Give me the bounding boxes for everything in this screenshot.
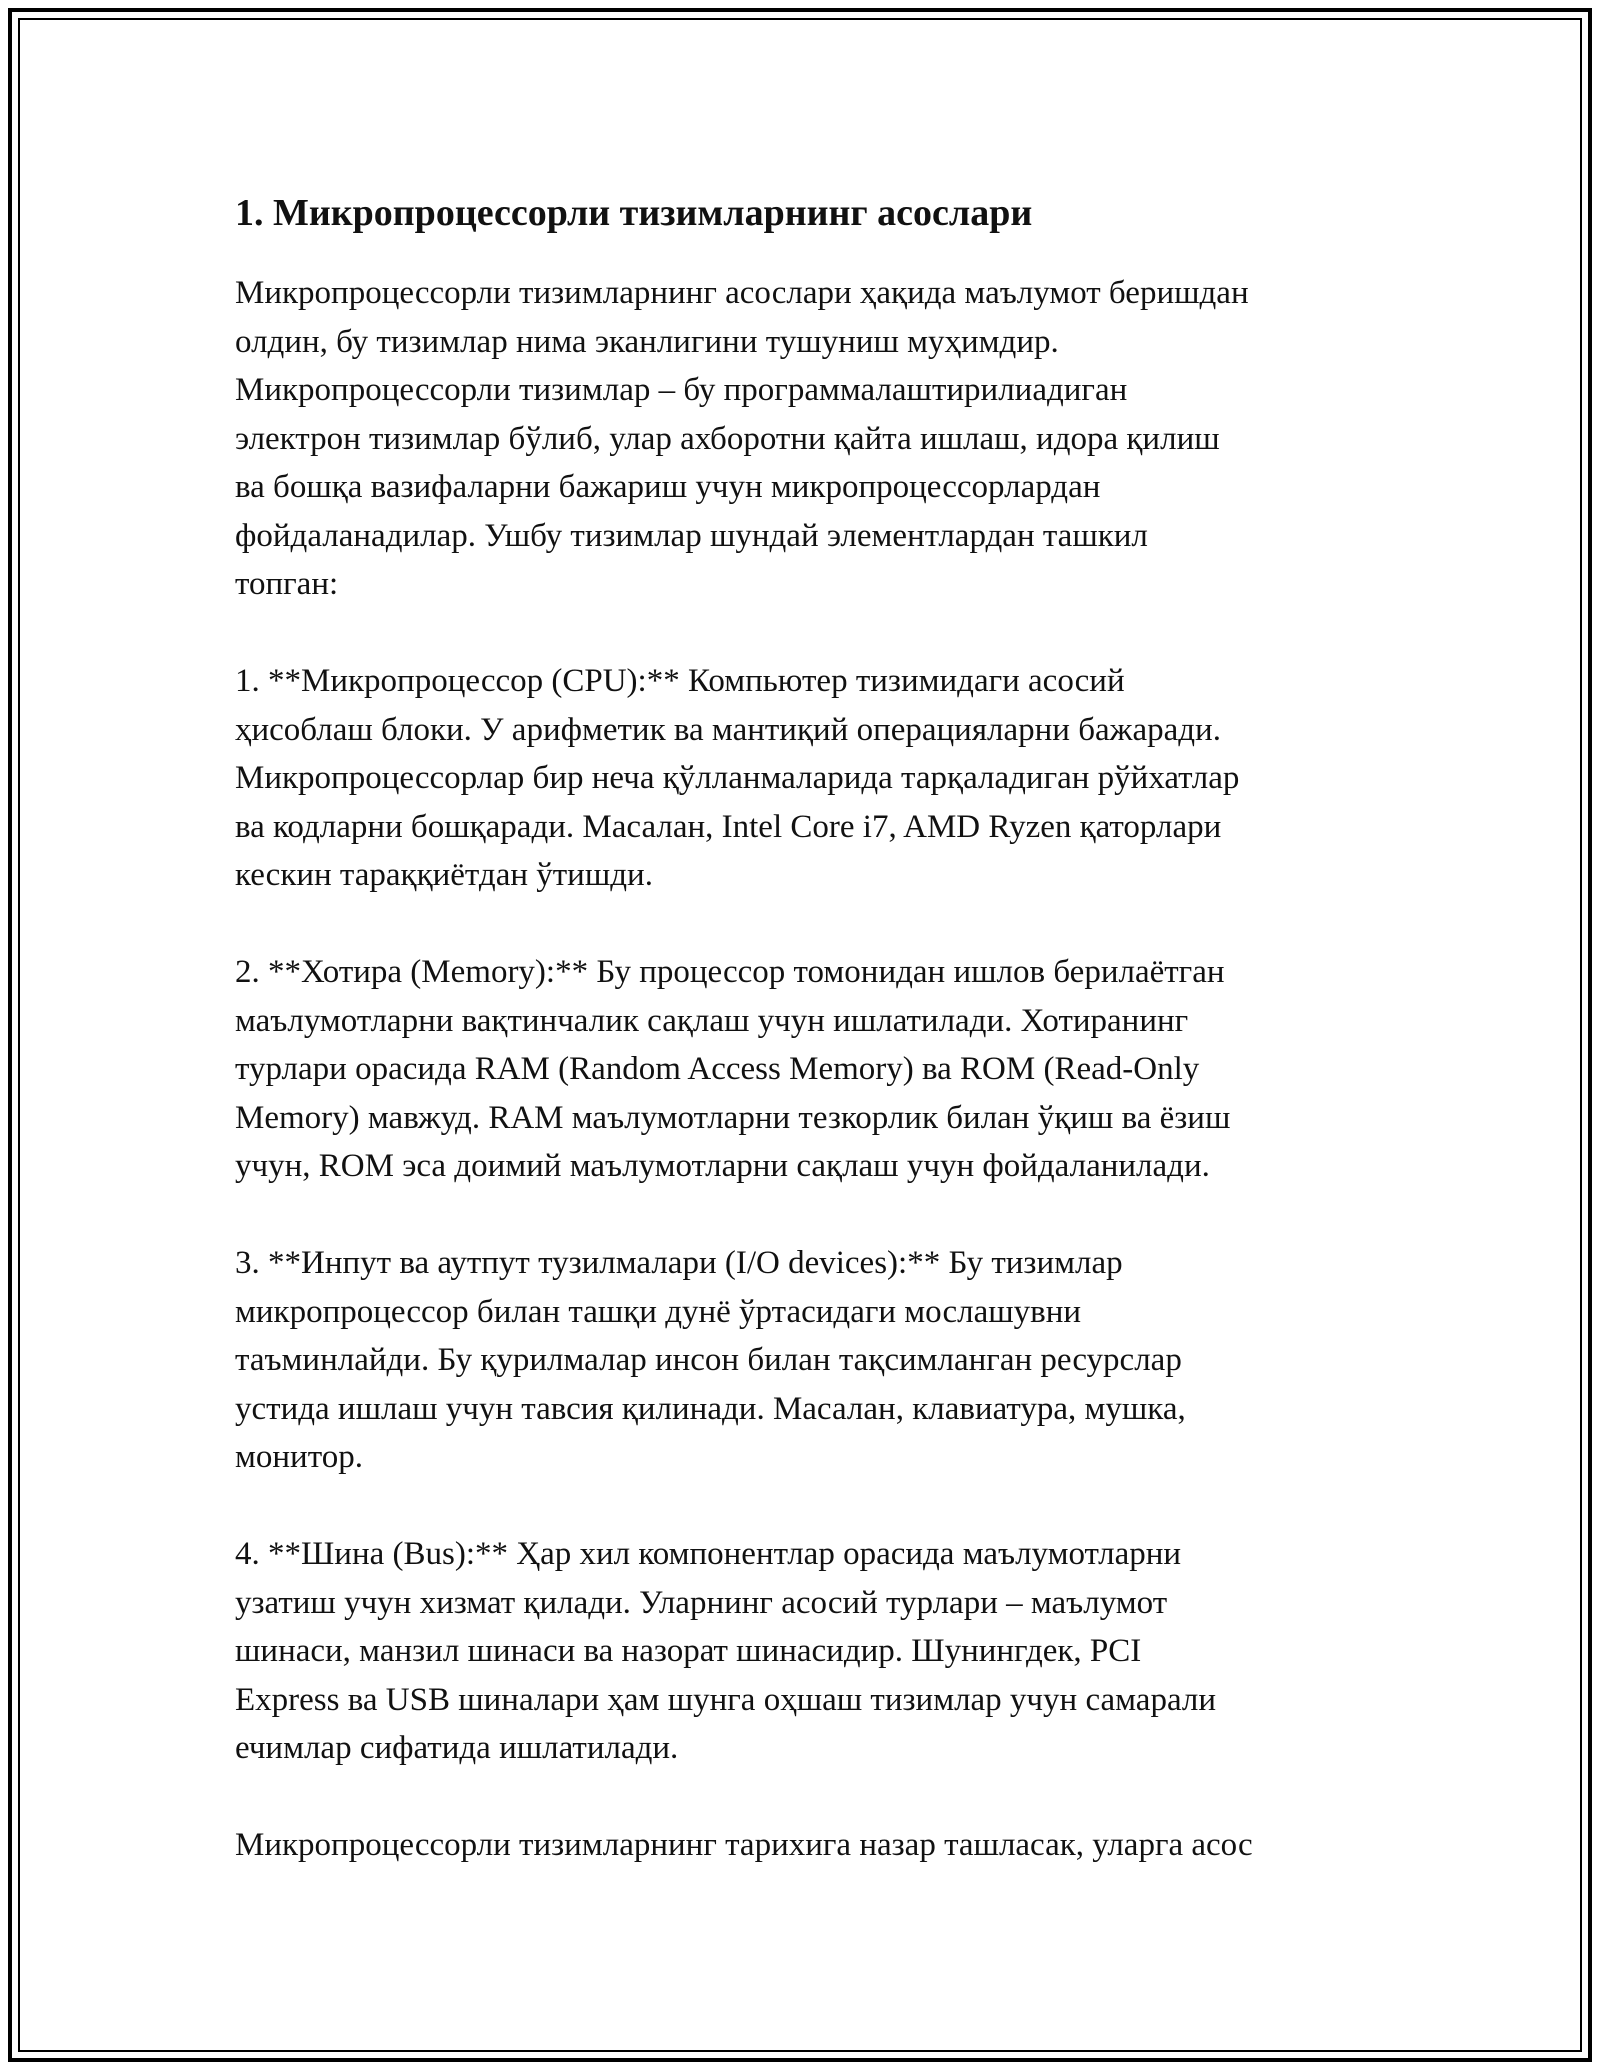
paragraph-item-memory: 2. **Хотира (Memory):** Бу процессор томонидан ишлов берилаётган маълумотларни вақтинчалик сақлаш учун ишлатилади. Хотиранинг турлари орасида RAM (Random Access Memory) ва ROM (Read-Only Memory) мавжуд. RAM маълумотларни тезкорлик билан ўқиш ва ёзиш учун, ROM эса доимий маълумотларни сақлаш учун фойдаланилади. (235, 954, 1231, 1184)
document-body (235, 185, 1375, 1918)
paragraph-history: Микропроцессорли тизимларнинг тарихига назар ташласак, уларга асос (235, 1827, 1253, 1863)
paragraph-item-bus: 4. **Шина (Bus):** Ҳар хил компонентлар орасида маълумотларни узатиш учун хизмат қилади. Уларнинг асосий турлари – маълумот шинаси, манзил шинаси ва назорат шинасидир. Шунингдек, PCI Express ва USB шиналари ҳам шунга оҳшаш тизимлар учун самарали ечимлар сифатида ишлатилади. (235, 1536, 1217, 1766)
paragraph-item-cpu: 1. **Микропроцессор (CPU):** Компьютер тизимидаги асосий ҳисоблаш блоки. У арифметик ва мантиқий операцияларни бажаради. Микропроцессорлар бир неча қўлланмаларида тарқаладиган рўйхатлар ва кодларни бошқаради. Масалан, Intel Core i7, AMD Ryzen қаторлари кескин тараққиётдан ўтишди. (235, 663, 1240, 893)
paragraph-item-io-devices: 3. **Инпут ва аутпут тузилмалари (I/O devices):** Бу тизимлар микропроцессор билан ташқи дунё ўртасидаги мослашувни таъминлайди. Бу қурилмалар инсон билан тақсимланган ресурслар устида ишлаш учун тавсия қилинади. Масалан, клавиатура, мушка, монитор. (235, 1245, 1186, 1475)
document-title: 1. Микропроцессорли тизимларнинг асослари (235, 192, 1033, 234)
paragraph-intro: Микропроцессорли тизимларнинг асослари ҳақида маълумот беришдан олдин, бу тизимлар нима эканлигини тушуниш муҳимдир. Микропроцессорли тизимлар – бу программалаштирилиадиган электрон тизимлар бўлиб, улар ахборотни қайта ишлаш, идора қилиш ва бошқа вазифаларни бажариш учун микропроцессорлардан фойдаланадилар. Ушбу тизимлар шундай элементлардан ташкил топган: (235, 275, 1249, 602)
